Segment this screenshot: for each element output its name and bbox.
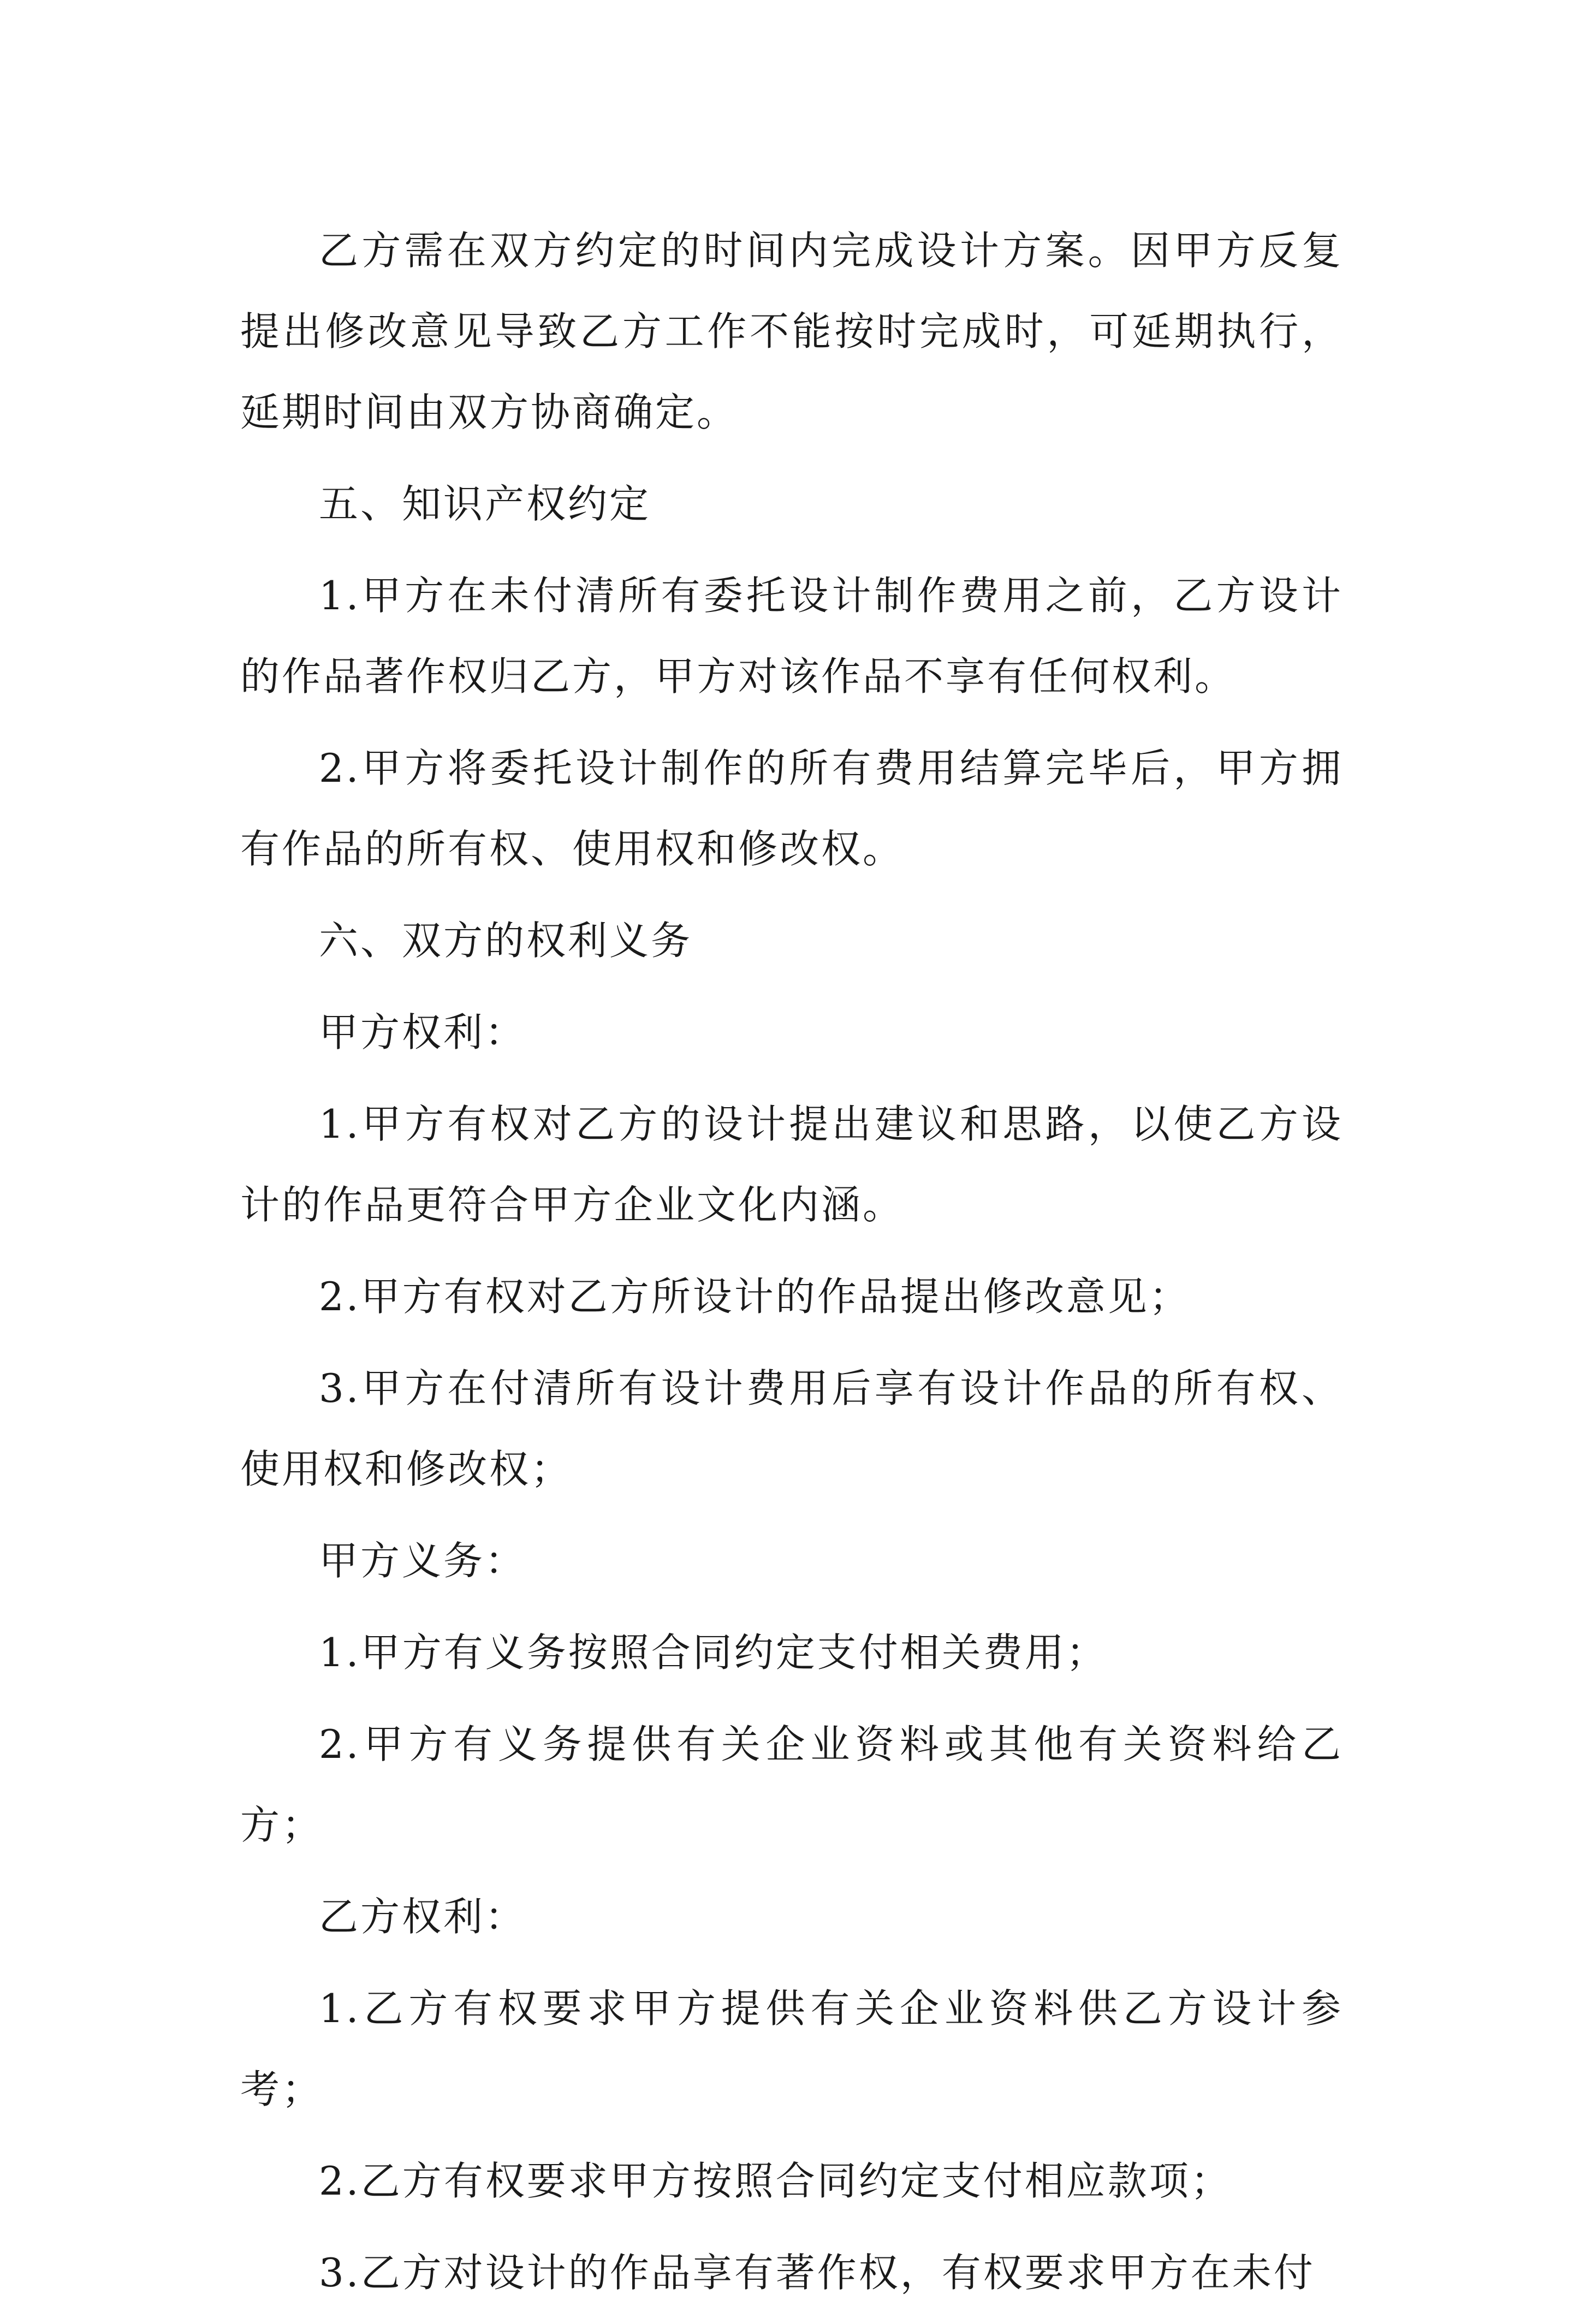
paragraph-party-b-right-1: 1.乙方有权要求甲方提供有关企业资料供乙方设计参考； bbox=[240, 1986, 1343, 2112]
paragraph-ip-item-2: 2.甲方将委托设计制作的所有费用结算完毕后，甲方拥有作品的所有权、使用权和修改权。 bbox=[240, 745, 1343, 872]
subheading-party-a-obligations: 甲方义务： bbox=[319, 1538, 527, 1584]
section-heading-ip: 五、知识产权约定 bbox=[319, 481, 651, 527]
subheading-party-a-rights: 甲方权利： bbox=[319, 1009, 527, 1055]
paragraph-party-b-right-3: 3.乙方对设计的作品享有著作权，有权要求甲方在未付 bbox=[319, 2250, 1315, 2296]
paragraph-party-b-right-2: 2.乙方有权要求甲方按照合同约定支付相应款项； bbox=[319, 2158, 1232, 2204]
section-heading-rights-obligations: 六、双方的权利义务 bbox=[319, 918, 693, 964]
paragraph-party-a-right-1: 1.甲方有权对乙方的设计提出建议和思路，以使乙方设计的作品更符合甲方企业文化内涵。 bbox=[240, 1101, 1343, 1228]
paragraph-party-a-right-2: 2.甲方有权对乙方所设计的作品提出修改意见； bbox=[319, 1274, 1191, 1319]
document-body bbox=[240, 210, 1343, 2324]
paragraph-ip-item-1: 1.甲方在未付清所有委托设计制作费用之前，乙方设计的作品著作权归乙方，甲方对该作品不享有任何权利。 bbox=[240, 573, 1343, 699]
paragraph-party-a-right-3: 3.甲方在付清所有设计费用后享有设计作品的所有权、使用权和修改权； bbox=[240, 1365, 1343, 1492]
paragraph-party-a-obligation-2: 2.甲方有义务提供有关企业资料或其他有关资料给乙方； bbox=[240, 1721, 1343, 1848]
subheading-party-b-rights: 乙方权利： bbox=[319, 1894, 527, 1940]
paragraph-completion-deadline: 乙方需在双方约定的时间内完成设计方案。因甲方反复提出修改意见导致乙方工作不能按时完成时，可延期执行，延期时间由双方协商确定。 bbox=[240, 228, 1343, 435]
paragraph-party-a-obligation-1: 1.甲方有义务按照合同约定支付相关费用； bbox=[319, 1630, 1108, 1675]
